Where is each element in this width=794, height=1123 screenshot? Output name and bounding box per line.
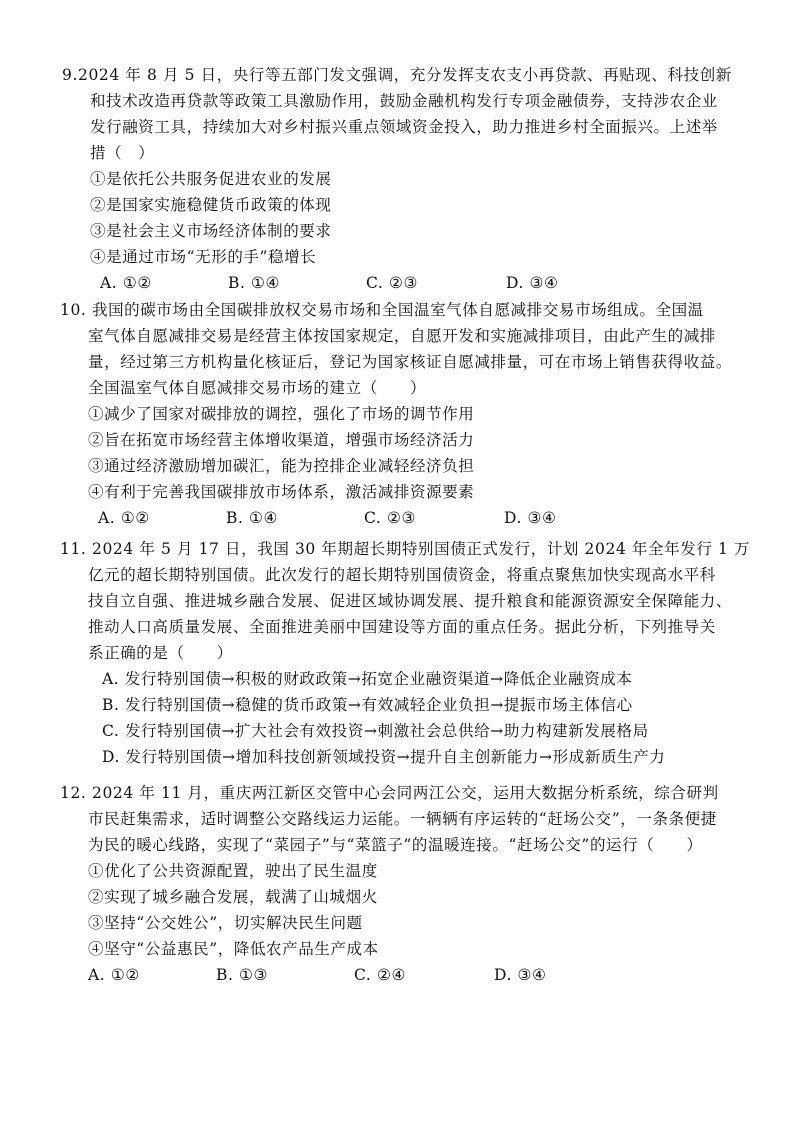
choice-c[interactable]: C. 发行特别国债→扩大社会有效投资→刺激社会总供给→助力构建新发展格局 bbox=[102, 722, 649, 740]
question-stem bbox=[60, 536, 750, 666]
choice-b[interactable]: B. ①④ bbox=[228, 274, 281, 292]
statement-option: ①优化了公共资源配置，驶出了民生温度 bbox=[88, 862, 378, 880]
choice-c[interactable]: C. ②③ bbox=[364, 509, 416, 527]
statement-option: ③通过经济激励增加碳汇，能为控排企业减轻经济负担 bbox=[88, 457, 475, 475]
stem-line: 11. 2024 年 5 月 17 日，我国 30 年期超长期特别国债正式发行，计划 2024 年全年发行 1 万 bbox=[60, 540, 751, 558]
statement-option: ③是社会主义市场经济体制的要求 bbox=[90, 222, 332, 240]
statement-option: ①是依托公共服务促进农业的发展 bbox=[90, 170, 332, 188]
question-stem bbox=[60, 297, 750, 401]
stem-line: 9.2024 年 8 月 5 日，央行等五部门发文强调，充分发挥支农支小再贷款、再贴现、科技创新 bbox=[62, 66, 732, 84]
statement-option: ②实现了城乡融合发展，载满了山城烟火 bbox=[88, 888, 378, 906]
choice-d[interactable]: D. ③④ bbox=[506, 274, 559, 292]
statement-option: ④是通过市场“无形的手”稳增长 bbox=[90, 248, 317, 266]
choice-a[interactable]: A. ①② bbox=[98, 509, 150, 527]
stem-line: 推动人口高质量发展、全面推进美丽中国建设等方面的重点任务。据此分析，下列推导关 bbox=[88, 618, 716, 636]
answer-choices bbox=[60, 505, 750, 531]
question-stem bbox=[62, 62, 752, 166]
statement-option: ③坚持“公交姓公”，切实解决民生问题 bbox=[88, 914, 363, 932]
choice-d[interactable]: D. ③④ bbox=[494, 966, 547, 984]
choice-b[interactable]: B. ①④ bbox=[226, 509, 279, 527]
stem-line: 亿元的超长期特别国债。此次发行的超长期特别国债资金，将重点聚焦加快实现高水平科 bbox=[88, 566, 716, 584]
choice-c[interactable]: C. ②③ bbox=[366, 274, 418, 292]
stem-line: 10. 我国的碳市场由全国碳排放权交易市场和全国温室气体自愿减排交易市场组成。全国温 bbox=[60, 301, 704, 319]
choice-a[interactable]: A. ①② bbox=[100, 274, 152, 292]
question-stem bbox=[60, 780, 750, 858]
statement-option: ①减少了国家对碳排放的调控，强化了市场的调节作用 bbox=[88, 405, 475, 423]
answer-choices bbox=[60, 962, 750, 988]
stem-line: 技自立自强、推进城乡融合发展、促进区域协调发展、提升粮食和能源资源安全保障能力、 bbox=[88, 592, 733, 610]
stem-line: 系正确的是（ ） bbox=[88, 644, 233, 662]
stem-line: 发行融资工具，持续加大对乡村振兴重点领域资金投入，助力推进乡村全面振兴。上述举 bbox=[90, 118, 718, 136]
question-10 bbox=[60, 297, 750, 531]
choice-b[interactable]: B. ①③ bbox=[216, 966, 269, 984]
choice-d[interactable]: D. 发行特别国债→增加科技创新领域投资→提升自主创新能力→形成新质生产力 bbox=[102, 748, 666, 766]
stem-line: 市民赶集需求，适时调整公交路线运力运能。一辆辆有序运转的“赶场公交”，一条条便捷 bbox=[88, 810, 717, 828]
stem-line: 室气体自愿减排交易是经营主体按国家规定，自愿开发和实施减排项目，由此产生的减排 bbox=[88, 327, 716, 345]
statement-option: ②旨在拓宽市场经营主体增收渠道，增强市场经济活力 bbox=[88, 431, 475, 449]
choice-b[interactable]: B. 发行特别国债→稳健的货币政策→有效减轻企业负担→提振市场主体信心 bbox=[102, 696, 633, 714]
question-9 bbox=[62, 62, 752, 296]
stem-line: 为民的暖心线路，实现了“菜园子”与“菜篮子”的温暖连接。“赶场公交”的运行（ ） bbox=[88, 836, 703, 854]
answer-choices bbox=[62, 270, 752, 296]
choice-a[interactable]: A. 发行特别国债→积极的财政政策→拓宽企业融资渠道→降低企业融资成本 bbox=[102, 670, 633, 688]
choice-a[interactable]: A. ①② bbox=[88, 966, 140, 984]
stem-line: 12. 2024 年 11 月，重庆两江新区交管中心会同两江公交，运用大数据分析系统，综合研判 bbox=[60, 784, 719, 802]
choice-c[interactable]: C. ②④ bbox=[354, 966, 406, 984]
choice-d[interactable]: D. ③④ bbox=[504, 509, 557, 527]
statement-option: ④坚守“公益惠民”，降低农产品生产成本 bbox=[88, 940, 379, 958]
statement-option: ②是国家实施稳健货币政策的体现 bbox=[90, 196, 332, 214]
stem-line: 措（ ） bbox=[90, 144, 155, 162]
question-11 bbox=[60, 536, 750, 770]
question-12 bbox=[60, 780, 750, 988]
stem-line: 和技术改造再贷款等政策工具激励作用，鼓励金融机构发行专项金融债券，支持涉农企业 bbox=[90, 92, 718, 110]
stem-line: 全国温室气体自愿减排交易市场的建立（ ） bbox=[88, 379, 427, 397]
statement-option: ④有利于完善我国碳排放市场体系，激活减排资源要素 bbox=[88, 483, 475, 501]
stem-line: 量，经过第三方机构量化核证后，登记为国家核证自愿减排量，可在市场上销售获得收益。 bbox=[88, 353, 733, 371]
